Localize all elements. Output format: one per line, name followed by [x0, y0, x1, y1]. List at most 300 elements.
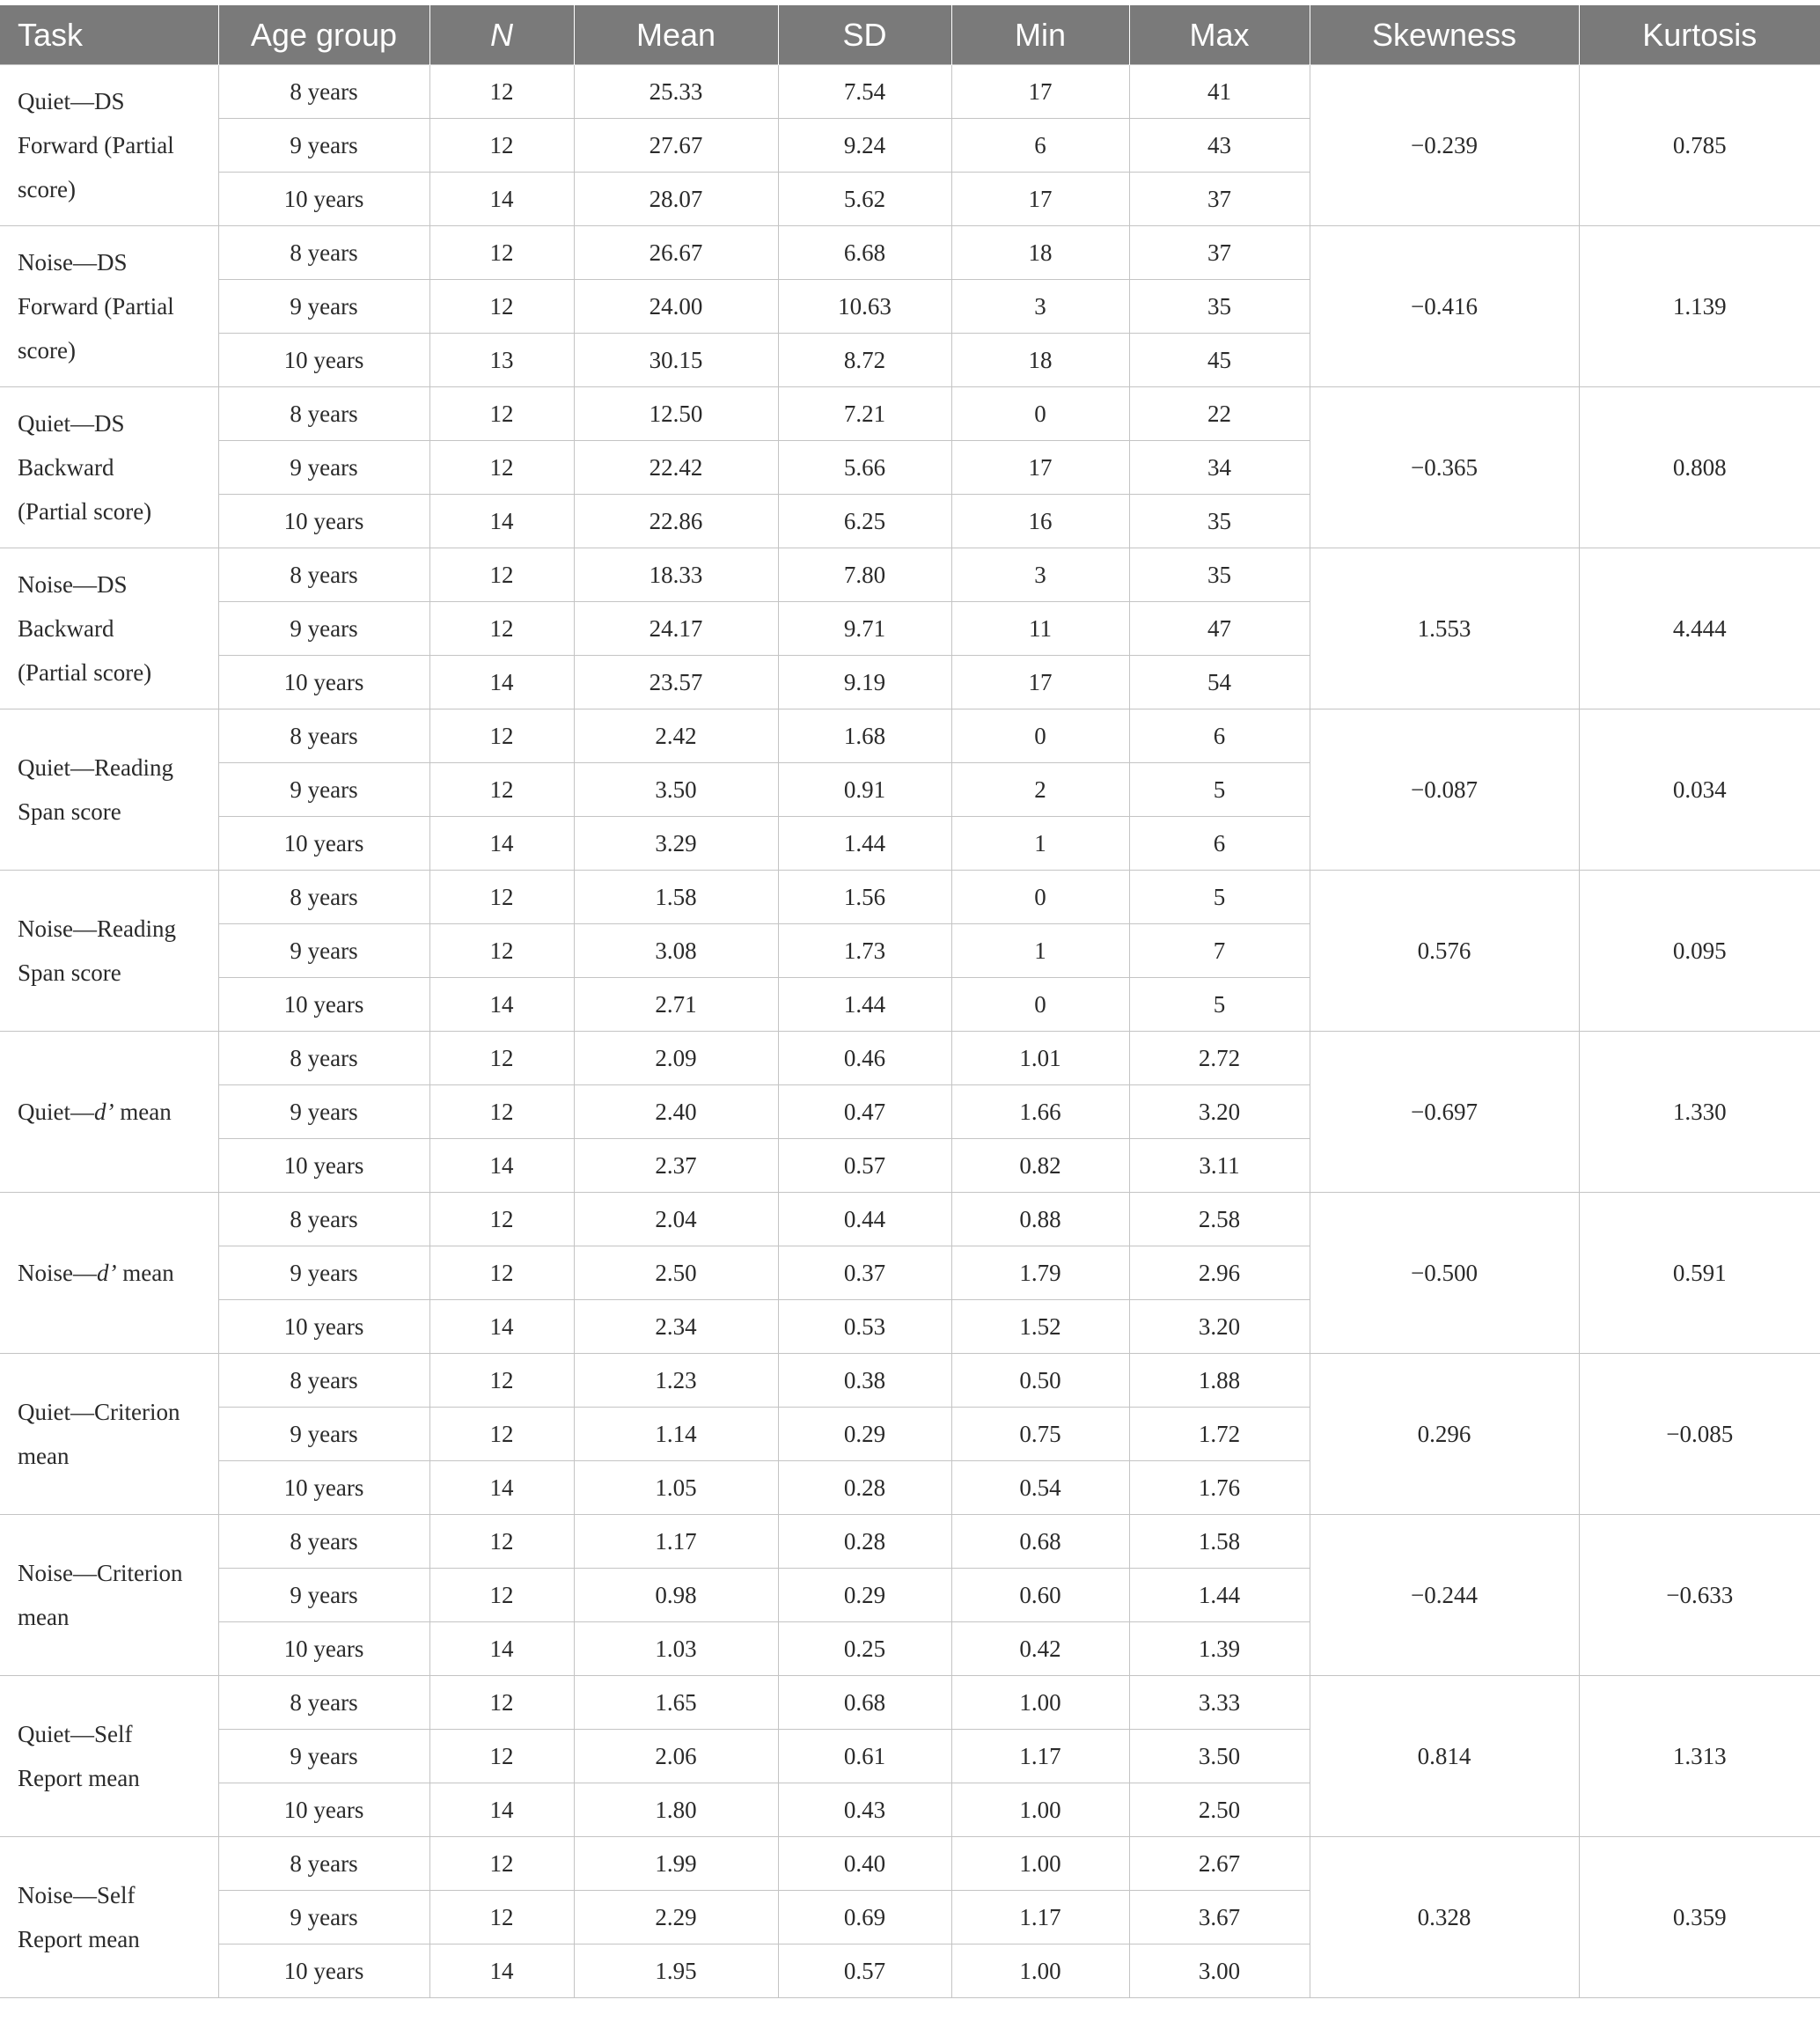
task-line: Quiet—Reading [18, 754, 173, 781]
sd-cell: 8.72 [778, 334, 951, 387]
task-line: Quiet—Criterion [18, 1399, 180, 1425]
max-cell: 3.00 [1129, 1944, 1310, 1998]
age-group-cell: 10 years [218, 978, 429, 1032]
min-cell: 1.17 [951, 1730, 1129, 1783]
n-cell: 14 [429, 1622, 574, 1676]
mean-cell: 3.08 [574, 924, 778, 978]
task-cell [0, 1193, 218, 1354]
sd-cell: 0.44 [778, 1193, 951, 1246]
n-cell: 12 [429, 226, 574, 280]
min-cell: 17 [951, 173, 1129, 226]
n-cell: 14 [429, 817, 574, 871]
n-cell: 12 [429, 924, 574, 978]
min-cell: 1.00 [951, 1783, 1129, 1837]
task-cell [0, 548, 218, 709]
max-cell: 3.11 [1129, 1139, 1310, 1193]
task-cell [0, 1676, 218, 1837]
max-cell: 54 [1129, 656, 1310, 709]
mean-cell: 2.34 [574, 1300, 778, 1354]
mean-cell: 12.50 [574, 387, 778, 441]
n-cell: 12 [429, 602, 574, 656]
mean-cell: 25.33 [574, 65, 778, 119]
header-max: Max [1129, 5, 1310, 65]
task-line: score) [18, 176, 76, 202]
sd-cell: 0.57 [778, 1944, 951, 1998]
age-group-cell: 10 years [218, 817, 429, 871]
max-cell: 43 [1129, 119, 1310, 173]
min-cell: 0.42 [951, 1622, 1129, 1676]
mean-cell: 3.29 [574, 817, 778, 871]
kurtosis-cell: 0.785 [1579, 65, 1820, 226]
skewness-cell: −0.087 [1310, 709, 1579, 871]
mean-cell: 1.17 [574, 1515, 778, 1569]
task-part: Noise— [18, 1260, 97, 1286]
header-sd: SD [778, 5, 951, 65]
header-mean: Mean [574, 5, 778, 65]
table-row [0, 1515, 1820, 1569]
table-row [0, 65, 1820, 119]
header-row [0, 5, 1820, 65]
task-italic-part: d’ [94, 1099, 114, 1125]
min-cell: 0.88 [951, 1193, 1129, 1246]
task-line: Span score [18, 798, 121, 825]
kurtosis-cell: 0.359 [1579, 1837, 1820, 1998]
n-cell: 12 [429, 65, 574, 119]
sd-cell: 9.24 [778, 119, 951, 173]
age-group-cell: 10 years [218, 1461, 429, 1515]
header-task: Task [0, 5, 218, 65]
age-group-cell: 10 years [218, 173, 429, 226]
sd-cell: 0.57 [778, 1139, 951, 1193]
n-cell: 12 [429, 709, 574, 763]
task-line: Noise—Self [18, 1882, 136, 1908]
min-cell: 1.17 [951, 1891, 1129, 1944]
skewness-cell: 0.328 [1310, 1837, 1579, 1998]
age-group-cell: 9 years [218, 280, 429, 334]
max-cell: 35 [1129, 495, 1310, 548]
age-group-cell: 9 years [218, 1891, 429, 1944]
mean-cell: 3.50 [574, 763, 778, 817]
table-body [0, 65, 1820, 1998]
min-cell: 0 [951, 709, 1129, 763]
n-cell: 12 [429, 1676, 574, 1730]
max-cell: 1.76 [1129, 1461, 1310, 1515]
age-group-cell: 10 years [218, 1300, 429, 1354]
task-line: Report mean [18, 1926, 140, 1952]
mean-cell: 23.57 [574, 656, 778, 709]
age-group-cell: 8 years [218, 548, 429, 602]
n-cell: 14 [429, 978, 574, 1032]
skewness-cell: 0.814 [1310, 1676, 1579, 1837]
mean-cell: 22.42 [574, 441, 778, 495]
max-cell: 1.88 [1129, 1354, 1310, 1408]
skewness-cell: 0.576 [1310, 871, 1579, 1032]
min-cell: 0.50 [951, 1354, 1129, 1408]
mean-cell: 2.50 [574, 1246, 778, 1300]
mean-cell: 1.05 [574, 1461, 778, 1515]
max-cell: 34 [1129, 441, 1310, 495]
max-cell: 7 [1129, 924, 1310, 978]
mean-cell: 26.67 [574, 226, 778, 280]
max-cell: 2.50 [1129, 1783, 1310, 1837]
max-cell: 1.72 [1129, 1408, 1310, 1461]
max-cell: 37 [1129, 173, 1310, 226]
skewness-cell: 1.553 [1310, 548, 1579, 709]
min-cell: 3 [951, 548, 1129, 602]
table-row [0, 1837, 1820, 1891]
kurtosis-cell: 0.591 [1579, 1193, 1820, 1354]
mean-cell: 24.17 [574, 602, 778, 656]
header-n: N [429, 5, 574, 65]
age-group-cell: 9 years [218, 119, 429, 173]
task-line: Noise—DS [18, 571, 128, 598]
task-italic-part: d’ [97, 1260, 117, 1286]
mean-cell: 2.42 [574, 709, 778, 763]
max-cell: 3.20 [1129, 1085, 1310, 1139]
age-group-cell: 10 years [218, 1139, 429, 1193]
max-cell: 2.96 [1129, 1246, 1310, 1300]
age-group-cell: 8 years [218, 1837, 429, 1891]
max-cell: 2.72 [1129, 1032, 1310, 1085]
min-cell: 16 [951, 495, 1129, 548]
skewness-cell: −0.697 [1310, 1032, 1579, 1193]
max-cell: 45 [1129, 334, 1310, 387]
skewness-cell: −0.239 [1310, 65, 1579, 226]
mean-cell: 1.99 [574, 1837, 778, 1891]
sd-cell: 5.66 [778, 441, 951, 495]
sd-cell: 1.56 [778, 871, 951, 924]
max-cell: 5 [1129, 978, 1310, 1032]
age-group-cell: 9 years [218, 1246, 429, 1300]
task-line: Quiet—DS [18, 88, 125, 114]
max-cell: 2.67 [1129, 1837, 1310, 1891]
age-group-cell: 8 years [218, 1354, 429, 1408]
age-group-cell: 9 years [218, 441, 429, 495]
sd-cell: 0.28 [778, 1515, 951, 1569]
mean-cell: 2.04 [574, 1193, 778, 1246]
min-cell: 0.54 [951, 1461, 1129, 1515]
task-cell [0, 1515, 218, 1676]
kurtosis-cell: 1.330 [1579, 1032, 1820, 1193]
task-line: Quiet—Self [18, 1721, 133, 1747]
sd-cell: 0.68 [778, 1676, 951, 1730]
mean-cell: 28.07 [574, 173, 778, 226]
n-cell: 12 [429, 1569, 574, 1622]
min-cell: 1.79 [951, 1246, 1129, 1300]
sd-cell: 0.47 [778, 1085, 951, 1139]
header-kurtosis: Kurtosis [1579, 5, 1820, 65]
max-cell: 1.58 [1129, 1515, 1310, 1569]
min-cell: 3 [951, 280, 1129, 334]
min-cell: 0 [951, 387, 1129, 441]
skewness-cell: −0.500 [1310, 1193, 1579, 1354]
skewness-cell: −0.244 [1310, 1515, 1579, 1676]
table-row [0, 548, 1820, 602]
age-group-cell: 9 years [218, 1408, 429, 1461]
mean-cell: 2.29 [574, 1891, 778, 1944]
sd-cell: 7.54 [778, 65, 951, 119]
mean-cell: 22.86 [574, 495, 778, 548]
min-cell: 17 [951, 656, 1129, 709]
max-cell: 3.20 [1129, 1300, 1310, 1354]
min-cell: 18 [951, 226, 1129, 280]
sd-cell: 0.29 [778, 1569, 951, 1622]
n-cell: 12 [429, 1730, 574, 1783]
skewness-cell: −0.416 [1310, 226, 1579, 387]
task-line: Forward (Partial [18, 132, 174, 158]
age-group-cell: 9 years [218, 1730, 429, 1783]
min-cell: 0.82 [951, 1139, 1129, 1193]
min-cell: 1.00 [951, 1676, 1129, 1730]
sd-cell: 0.37 [778, 1246, 951, 1300]
n-cell: 14 [429, 1944, 574, 1998]
max-cell: 6 [1129, 817, 1310, 871]
age-group-cell: 9 years [218, 1569, 429, 1622]
min-cell: 1.01 [951, 1032, 1129, 1085]
max-cell: 47 [1129, 602, 1310, 656]
task-line: Backward [18, 615, 114, 642]
max-cell: 3.67 [1129, 1891, 1310, 1944]
task-part: mean [116, 1260, 174, 1286]
min-cell: 0.68 [951, 1515, 1129, 1569]
mean-cell: 2.71 [574, 978, 778, 1032]
task-line: Noise—Criterion [18, 1560, 183, 1586]
age-group-cell: 8 years [218, 65, 429, 119]
kurtosis-cell: 0.034 [1579, 709, 1820, 871]
sd-cell: 7.80 [778, 548, 951, 602]
age-group-cell: 8 years [218, 1193, 429, 1246]
kurtosis-cell: 0.808 [1579, 387, 1820, 548]
age-group-cell: 10 years [218, 1622, 429, 1676]
table-row [0, 1032, 1820, 1085]
age-group-cell: 9 years [218, 602, 429, 656]
task-line: (Partial score) [18, 659, 152, 686]
task-line: Noise—DS [18, 249, 128, 276]
n-cell: 14 [429, 495, 574, 548]
max-cell: 3.50 [1129, 1730, 1310, 1783]
kurtosis-cell: 0.095 [1579, 871, 1820, 1032]
max-cell: 6 [1129, 709, 1310, 763]
task-line: mean [18, 1604, 70, 1630]
min-cell: 17 [951, 441, 1129, 495]
task-cell [0, 226, 218, 387]
min-cell: 11 [951, 602, 1129, 656]
min-cell: 1.66 [951, 1085, 1129, 1139]
min-cell: 1.00 [951, 1837, 1129, 1891]
table-row [0, 1193, 1820, 1246]
kurtosis-cell: 1.139 [1579, 226, 1820, 387]
max-cell: 1.39 [1129, 1622, 1310, 1676]
age-group-cell: 8 years [218, 226, 429, 280]
sd-cell: 0.28 [778, 1461, 951, 1515]
sd-cell: 0.29 [778, 1408, 951, 1461]
n-cell: 12 [429, 1032, 574, 1085]
n-cell: 14 [429, 173, 574, 226]
n-cell: 12 [429, 1085, 574, 1139]
kurtosis-cell: −0.085 [1579, 1354, 1820, 1515]
mean-cell: 2.09 [574, 1032, 778, 1085]
age-group-cell: 9 years [218, 924, 429, 978]
n-cell: 14 [429, 1783, 574, 1837]
mean-cell: 1.58 [574, 871, 778, 924]
sd-cell: 0.25 [778, 1622, 951, 1676]
task-part: Quiet— [18, 1099, 94, 1125]
n-cell: 13 [429, 334, 574, 387]
sd-cell: 9.19 [778, 656, 951, 709]
table-row [0, 1354, 1820, 1408]
task-line: mean [18, 1443, 70, 1469]
mean-cell: 1.65 [574, 1676, 778, 1730]
sd-cell: 1.44 [778, 817, 951, 871]
mean-cell: 2.37 [574, 1139, 778, 1193]
n-cell: 14 [429, 1139, 574, 1193]
sd-cell: 6.68 [778, 226, 951, 280]
max-cell: 5 [1129, 871, 1310, 924]
max-cell: 41 [1129, 65, 1310, 119]
sd-cell: 0.43 [778, 1783, 951, 1837]
age-group-cell: 10 years [218, 1783, 429, 1837]
n-cell: 14 [429, 1300, 574, 1354]
age-group-cell: 10 years [218, 495, 429, 548]
table-row [0, 871, 1820, 924]
mean-cell: 2.40 [574, 1085, 778, 1139]
mean-cell: 1.14 [574, 1408, 778, 1461]
mean-cell: 1.80 [574, 1783, 778, 1837]
sd-cell: 1.73 [778, 924, 951, 978]
task-line: score) [18, 337, 76, 364]
task-cell [0, 1032, 218, 1193]
mean-cell: 1.95 [574, 1944, 778, 1998]
kurtosis-cell: 4.444 [1579, 548, 1820, 709]
min-cell: 18 [951, 334, 1129, 387]
n-cell: 12 [429, 387, 574, 441]
sd-cell: 0.40 [778, 1837, 951, 1891]
task-cell [0, 1837, 218, 1998]
age-group-cell: 8 years [218, 709, 429, 763]
table-row [0, 387, 1820, 441]
age-group-cell: 8 years [218, 1032, 429, 1085]
n-cell: 12 [429, 1354, 574, 1408]
min-cell: 17 [951, 65, 1129, 119]
min-cell: 2 [951, 763, 1129, 817]
header-skewness: Skewness [1310, 5, 1579, 65]
task-line: Noise—Reading [18, 915, 176, 942]
sd-cell: 0.61 [778, 1730, 951, 1783]
mean-cell: 1.03 [574, 1622, 778, 1676]
min-cell: 0.60 [951, 1569, 1129, 1622]
table-row [0, 1676, 1820, 1730]
n-cell: 12 [429, 280, 574, 334]
task-cell [0, 1354, 218, 1515]
n-cell: 12 [429, 1515, 574, 1569]
sd-cell: 1.44 [778, 978, 951, 1032]
n-cell: 12 [429, 1408, 574, 1461]
sd-cell: 9.71 [778, 602, 951, 656]
task-line: Backward [18, 454, 114, 481]
task-line: Forward (Partial [18, 293, 174, 320]
sd-cell: 0.46 [778, 1032, 951, 1085]
age-group-cell: 9 years [218, 1085, 429, 1139]
header-age-group: Age group [218, 5, 429, 65]
task-cell [0, 871, 218, 1032]
header-min: Min [951, 5, 1129, 65]
sd-cell: 0.91 [778, 763, 951, 817]
task-line: Span score [18, 959, 121, 986]
min-cell: 1.00 [951, 1944, 1129, 1998]
descriptive-statistics-table [0, 5, 1820, 1998]
sd-cell: 10.63 [778, 280, 951, 334]
sd-cell: 0.38 [778, 1354, 951, 1408]
n-cell: 12 [429, 119, 574, 173]
age-group-cell: 8 years [218, 387, 429, 441]
n-cell: 12 [429, 1837, 574, 1891]
max-cell: 3.33 [1129, 1676, 1310, 1730]
sd-cell: 5.62 [778, 173, 951, 226]
mean-cell: 27.67 [574, 119, 778, 173]
mean-cell: 1.23 [574, 1354, 778, 1408]
skewness-cell: −0.365 [1310, 387, 1579, 548]
kurtosis-cell: 1.313 [1579, 1676, 1820, 1837]
age-group-cell: 10 years [218, 656, 429, 709]
max-cell: 22 [1129, 387, 1310, 441]
sd-cell: 1.68 [778, 709, 951, 763]
n-cell: 12 [429, 548, 574, 602]
task-cell [0, 65, 218, 226]
kurtosis-cell: −0.633 [1579, 1515, 1820, 1676]
max-cell: 35 [1129, 280, 1310, 334]
n-cell: 12 [429, 1246, 574, 1300]
min-cell: 6 [951, 119, 1129, 173]
age-group-cell: 8 years [218, 871, 429, 924]
table-row [0, 226, 1820, 280]
min-cell: 0.75 [951, 1408, 1129, 1461]
max-cell: 35 [1129, 548, 1310, 602]
min-cell: 0 [951, 871, 1129, 924]
sd-cell: 7.21 [778, 387, 951, 441]
age-group-cell: 9 years [218, 763, 429, 817]
task-line: Quiet—DS [18, 410, 125, 437]
age-group-cell: 8 years [218, 1676, 429, 1730]
mean-cell: 30.15 [574, 334, 778, 387]
age-group-cell: 8 years [218, 1515, 429, 1569]
n-cell: 14 [429, 1461, 574, 1515]
n-cell: 12 [429, 441, 574, 495]
mean-cell: 2.06 [574, 1730, 778, 1783]
mean-cell: 0.98 [574, 1569, 778, 1622]
n-cell: 12 [429, 763, 574, 817]
age-group-cell: 10 years [218, 1944, 429, 1998]
min-cell: 1 [951, 817, 1129, 871]
max-cell: 2.58 [1129, 1193, 1310, 1246]
table-row [0, 709, 1820, 763]
task-cell [0, 709, 218, 871]
sd-cell: 0.53 [778, 1300, 951, 1354]
n-cell: 12 [429, 1891, 574, 1944]
min-cell: 0 [951, 978, 1129, 1032]
task-line: (Partial score) [18, 498, 152, 525]
task-cell [0, 387, 218, 548]
n-cell: 12 [429, 871, 574, 924]
sd-cell: 0.69 [778, 1891, 951, 1944]
n-cell: 12 [429, 1193, 574, 1246]
mean-cell: 18.33 [574, 548, 778, 602]
skewness-cell: 0.296 [1310, 1354, 1579, 1515]
task-line: Report mean [18, 1765, 140, 1791]
min-cell: 1 [951, 924, 1129, 978]
max-cell: 37 [1129, 226, 1310, 280]
n-cell: 14 [429, 656, 574, 709]
max-cell: 1.44 [1129, 1569, 1310, 1622]
